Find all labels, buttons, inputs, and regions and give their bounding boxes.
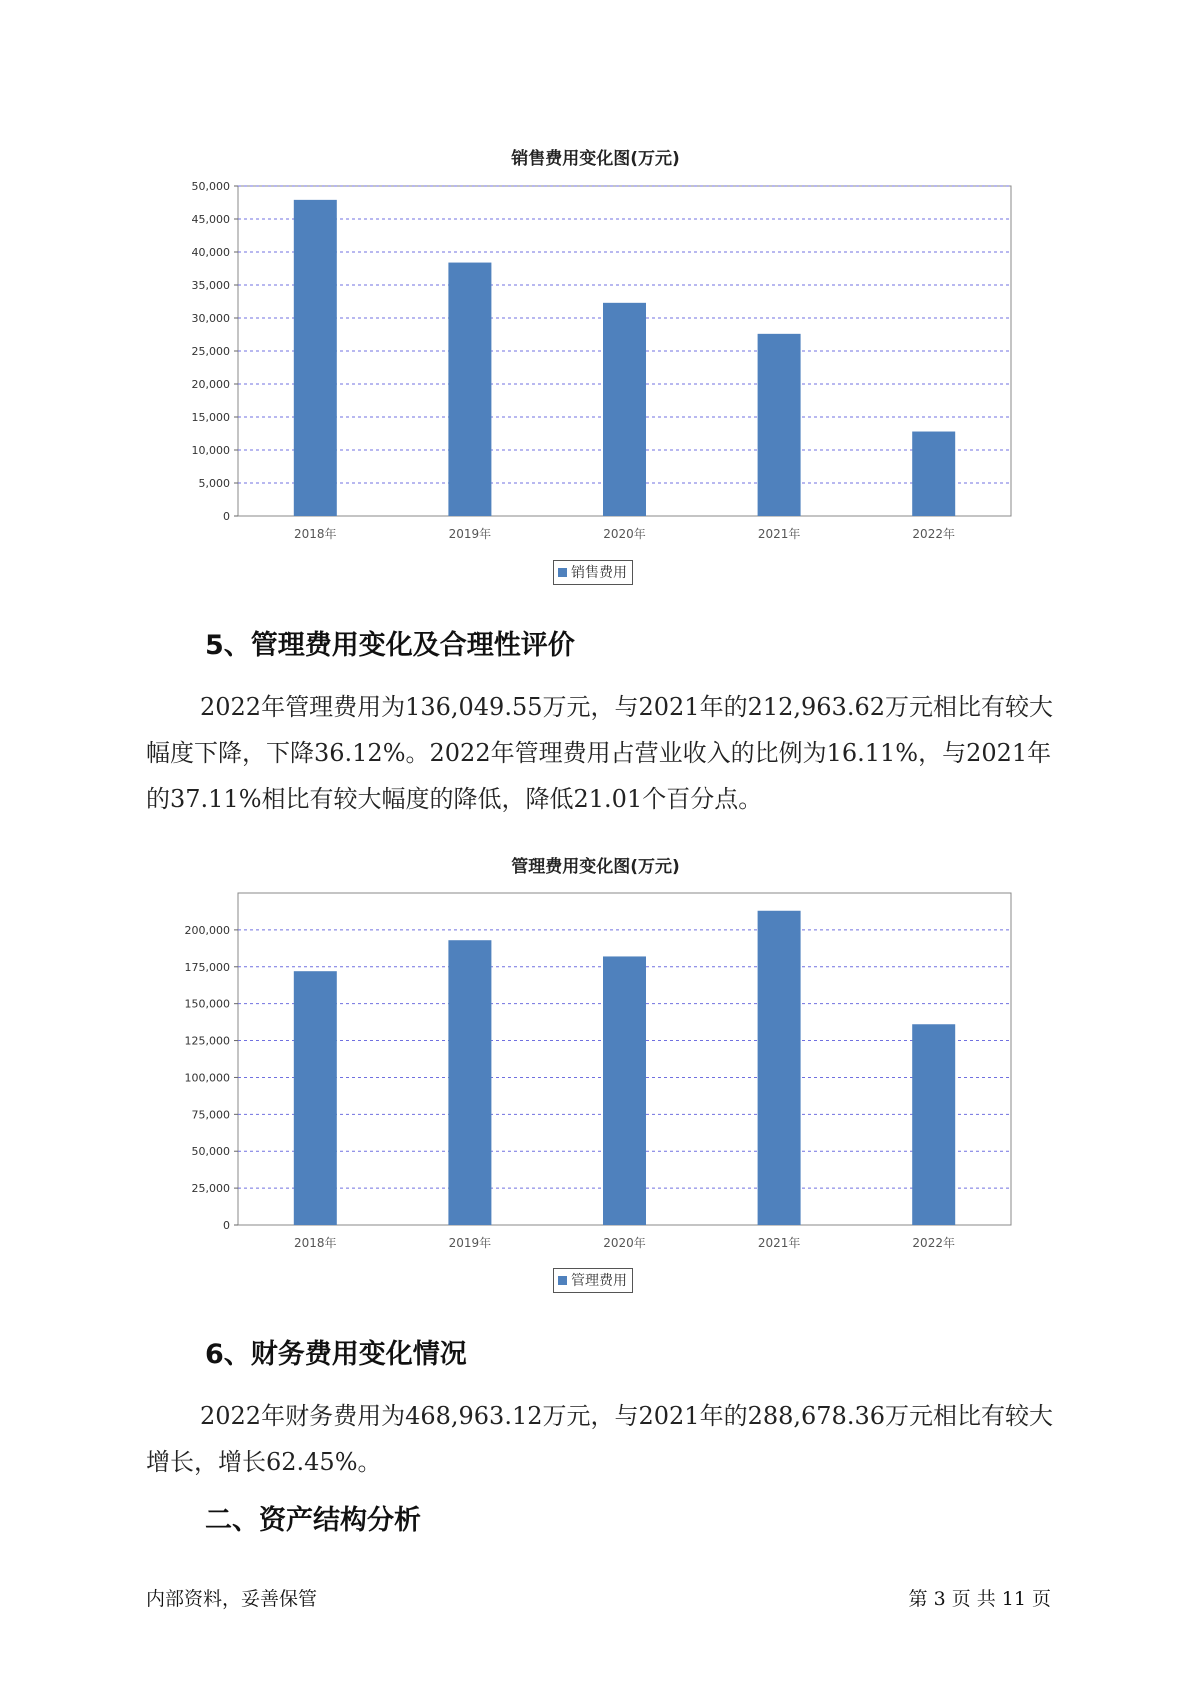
x-tick-label: 2021年: [757, 1236, 801, 1250]
y-tick-label: 5,000: [198, 477, 230, 490]
y-tick-label: 50,000: [191, 1145, 230, 1159]
bar-2020年: [603, 956, 646, 1225]
legend-label: 管理费用: [571, 1273, 627, 1289]
legend-label: 销售费用: [571, 565, 627, 581]
y-tick-label: 175,000: [184, 960, 230, 974]
x-tick-label: 2020年: [603, 527, 646, 541]
y-tick-label: 0: [223, 510, 230, 523]
x-tick-label: 2020年: [603, 1236, 646, 1250]
finance-expense-heading: 6、财务费用变化情况: [205, 1339, 467, 1370]
bar-2019年: [448, 940, 491, 1225]
bar-2022年: [912, 1024, 955, 1225]
y-tick-label: 200,000: [184, 923, 230, 937]
y-tick-label: 20,000: [191, 378, 230, 391]
y-tick-label: 125,000: [184, 1034, 230, 1048]
admin-chart-title: 管理费用变化图(万元): [511, 857, 680, 877]
y-tick-label: 45,000: [191, 213, 230, 226]
y-tick-label: 35,000: [191, 279, 230, 292]
y-tick-label: 10,000: [191, 444, 230, 457]
x-tick-label: 2022年: [912, 527, 955, 541]
admin-expense-heading: 5、管理费用变化及合理性评价: [205, 630, 575, 661]
footer-confidential-note: 内部资料，妥善保管: [146, 1588, 318, 1610]
bar-2018年: [294, 971, 337, 1225]
admin-expense-paragraph: 2022年管理费用为136,049.55万元，与2021年的212,963.62万元相比有较大幅度下降，下降36.12%。2022年管理费用占营业收入的比例为16.11%，与2021年的37.11%相比有较大幅度的降低，降低21.01个百分点。: [146, 693, 1053, 813]
admin-chart-legend: [553, 1268, 633, 1293]
footer-page-number: 第 3 页 共 11 页: [908, 1588, 1051, 1610]
legend-swatch: [558, 1276, 567, 1285]
y-tick-label: 40,000: [191, 246, 230, 259]
bar-2021年: [758, 911, 801, 1225]
y-tick-label: 15,000: [191, 411, 230, 424]
x-tick-label: 2022年: [912, 1236, 955, 1250]
sales-chart-title: 销售费用变化图(万元): [511, 149, 680, 169]
x-tick-label: 2021年: [757, 527, 801, 541]
y-tick-label: 25,000: [191, 345, 230, 358]
y-tick-label: 30,000: [191, 312, 230, 325]
x-tick-label: 2018年: [294, 527, 337, 541]
x-tick-label: 2019年: [448, 1236, 492, 1250]
y-tick-label: 0: [223, 1219, 230, 1232]
y-tick-label: 50,000: [191, 180, 230, 193]
y-tick-label: 25,000: [191, 1182, 230, 1196]
x-tick-label: 2018年: [294, 1236, 337, 1250]
y-tick-label: 150,000: [184, 997, 230, 1011]
y-tick-label: 75,000: [191, 1108, 230, 1122]
x-tick-label: 2019年: [448, 527, 492, 541]
y-tick-label: 100,000: [184, 1071, 230, 1085]
asset-structure-heading: 二、资产结构分析: [205, 1505, 421, 1536]
finance-expense-paragraph: 2022年财务费用为468,963.12万元，与2021年的288,678.36万元相比有较大增长，增长62.45%。: [146, 1402, 1053, 1476]
